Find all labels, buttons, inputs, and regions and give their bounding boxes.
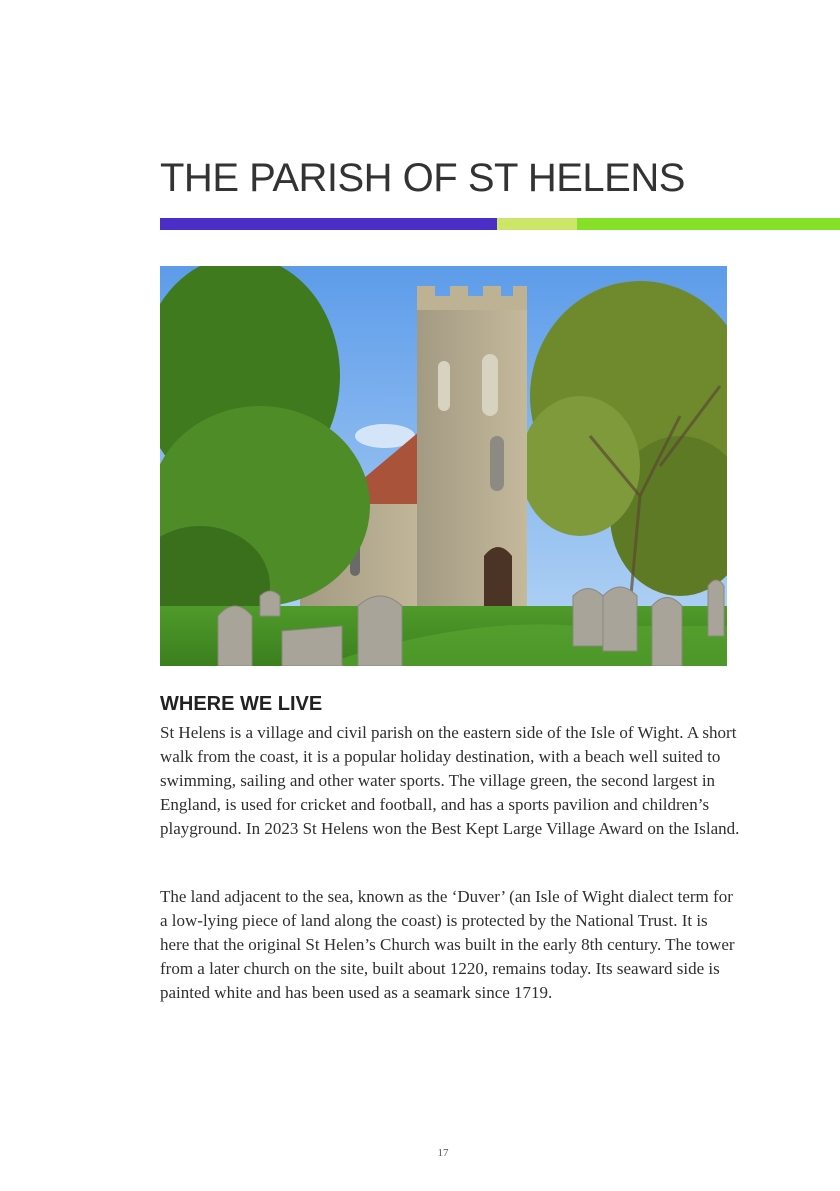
body-paragraph-2: The land adjacent to the sea, known as the ‘Duver’ (an Isle of Wight dialect term for a low-lying piece of land along the coast) is protected by the National Trust. It is here that the original St Helen’s Church was built in the early 8th century. The tower from a later church on the site, built about 1220, remains today. Its seaward side is painted white and has been used as a seamark since 1719. bbox=[160, 887, 735, 1002]
page-title: THE PARISH OF ST HELENS bbox=[160, 156, 685, 200]
body-paragraph-1: St Helens is a village and civil parish on the eastern side of the Isle of Wight. A short walk from the coast, it is a popular holiday destination, with a beach well suited to swimming, sailing and other water sports. The village green, the second largest in England, is used for cricket and football, and has a sports pavilion and children’s playground. In 2023 St Helens won the Best Kept Large Village Award on the Island. bbox=[160, 723, 740, 838]
church-photo bbox=[160, 266, 727, 666]
title-underline-bar bbox=[160, 218, 840, 230]
underline-segment-light-green bbox=[497, 218, 577, 230]
underline-segment-green bbox=[577, 218, 840, 230]
section-heading: WHERE WE LIVE bbox=[160, 693, 323, 715]
underline-segment-purple bbox=[160, 218, 497, 230]
page-number: 17 bbox=[437, 1147, 449, 1159]
